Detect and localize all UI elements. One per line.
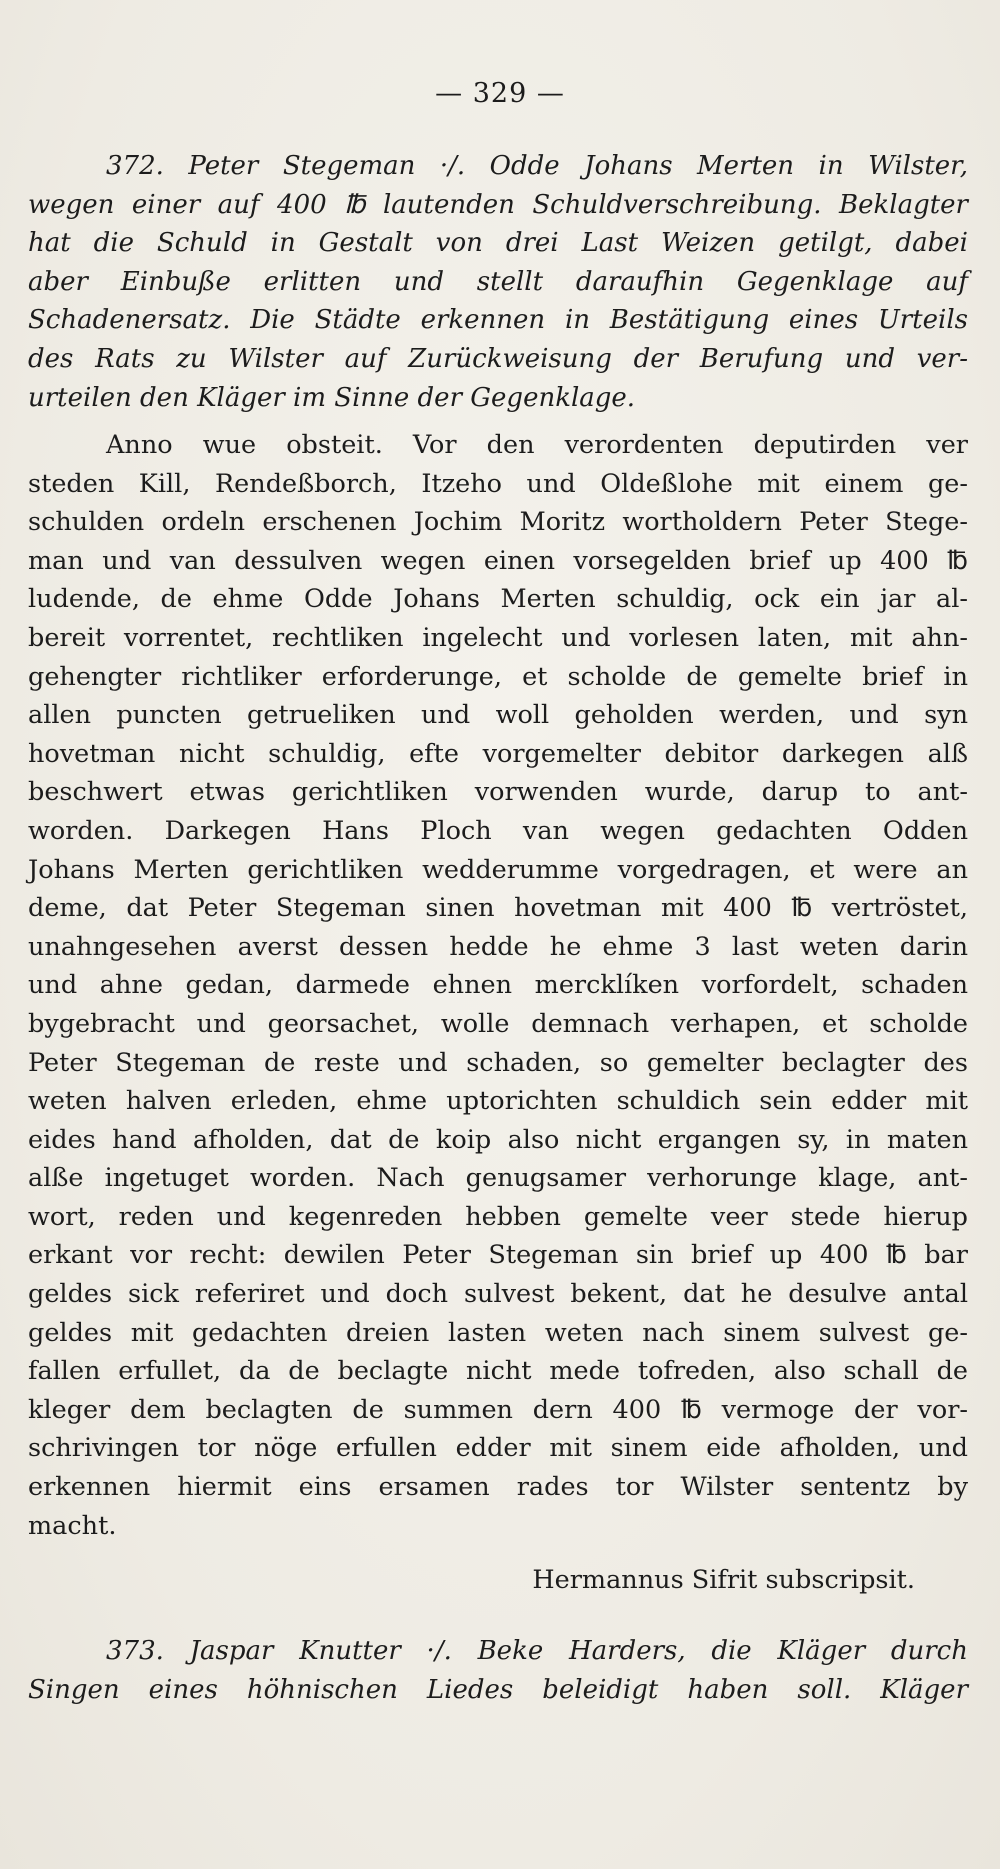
body-line: und ahne gedan, darmede ehnen mercklíken vorfordelt, schaden <box>28 970 968 1001</box>
body-line: wort, reden und kegenreden hebben gemelte veer stede hierup <box>28 1201 968 1232</box>
entry-372-summary <box>28 147 968 417</box>
body-line: alße ingetuget worden. Nach genugsamer verhorunge klage, ant- <box>28 1163 968 1194</box>
signature-block <box>28 1561 968 1600</box>
summary-line: urteilen den Kläger im Sinne der Gegenklage. <box>28 382 636 413</box>
summary-line: des Rats zu Wilster auf Zurückweisung der Berufung und ver- <box>28 343 968 374</box>
body-line: erkant vor recht: dewilen Peter Stegeman sin brief up 400 ℔ bar <box>28 1240 968 1271</box>
body-line: gehengter richtliker erforderunge, et scholde de gemelte brief in <box>28 661 968 692</box>
summary-line: 372. Peter Stegeman ·/. Odde Johans Merten in Wilster, <box>106 151 968 181</box>
body-line: Anno wue obsteit. Vor den verordenten deputirden ver <box>106 430 968 460</box>
page-number: — 329 — <box>435 78 565 109</box>
body-line: geldes mit gedachten dreien lasten weten nach sinem sulvest ge- <box>28 1317 968 1348</box>
entry-373-summary <box>28 1632 968 1709</box>
body-line: geldes sick referiret und doch sulvest bekent, dat he desulve antal <box>28 1279 968 1310</box>
body-line: schulden ordeln erschenen Jochim Moritz wortholdern Peter Stege- <box>28 507 968 538</box>
body-line: bygebracht und georsachet, wolle demnach verhapen, et scholde <box>28 1008 968 1039</box>
body-line: weten halven erleden, ehme uptorichten schuldich sein edder mit <box>28 1086 968 1117</box>
body-line: Peter Stegeman de reste und schaden, so gemelter beclagter des <box>28 1047 968 1078</box>
summary-line: wegen einer auf 400 ℔ lautenden Schuldverschreibung. Beklagter <box>28 189 968 220</box>
body-line: worden. Darkegen Hans Ploch van wegen gedachten Odden <box>28 815 968 846</box>
summary-line: 373. Jaspar Knutter ·/. Beke Harders, die Kläger durch <box>106 1636 968 1666</box>
body-line: deme, dat Peter Stegeman sinen hovetman mit 400 ℔ vertröstet, <box>28 893 968 924</box>
signature: Hermannus Sifrit subscripsit. <box>532 1565 915 1595</box>
body-line: fallen erfullet, da de beclagte nicht mede tofreden, also schall de <box>28 1356 968 1387</box>
body-line: allen puncten getrueliken und woll geholden werden, und syn <box>28 700 968 731</box>
body-line: steden Kill, Rendeßborch, Itzeho und Oldeßlohe mit einem ge- <box>28 468 968 499</box>
body-line: bereit vorrentet, rechtliken ingelecht und vorlesen laten, mit ahn- <box>28 622 968 653</box>
body-line: unahngesehen averst dessen hedde he ehme 3 last weten darin <box>28 931 968 962</box>
body-line: hovetman nicht schuldig, efte vorgemelter debitor darkegen alß <box>28 738 968 769</box>
body-line: eides hand afholden, dat de koip also nicht ergangen sy, in maten <box>28 1124 968 1155</box>
summary-line: Schadenersatz. Die Städte erkennen in Bestätigung eines Urteils <box>28 305 968 336</box>
body-line: kleger dem beclagten de summen dern 400 ℔ vermoge der vor- <box>28 1394 968 1425</box>
body-line: macht. <box>28 1510 117 1541</box>
body-line: schrivingen tor nöge erfullen edder mit sinem eide afholden, und <box>28 1433 968 1464</box>
entry-372-body <box>28 426 968 1545</box>
body-line: ludende, de ehme Odde Johans Merten schuldig, ock ein jar al- <box>28 584 968 615</box>
summary-line: Singen eines höhnischen Liedes beleidigt haben soll. Kläger <box>28 1674 968 1705</box>
body-line: erkennen hiermit eins ersamen rades tor Wilster sententz by <box>28 1472 968 1503</box>
summary-line: aber Einbuße erlitten und stellt daraufhin Gegenklage auf <box>28 266 968 297</box>
body-line: Johans Merten gerichtliken wedderumme vorgedragen, et were an <box>28 854 968 885</box>
body-line: man und van dessulven wegen einen vorsegelden brief up 400 ℔ <box>28 545 968 576</box>
body-line: beschwert etwas gerichtliken vorwenden wurde, darup to ant- <box>28 777 968 808</box>
summary-line: hat die Schuld in Gestalt von drei Last Weizen getilgt, dabei <box>28 228 968 259</box>
